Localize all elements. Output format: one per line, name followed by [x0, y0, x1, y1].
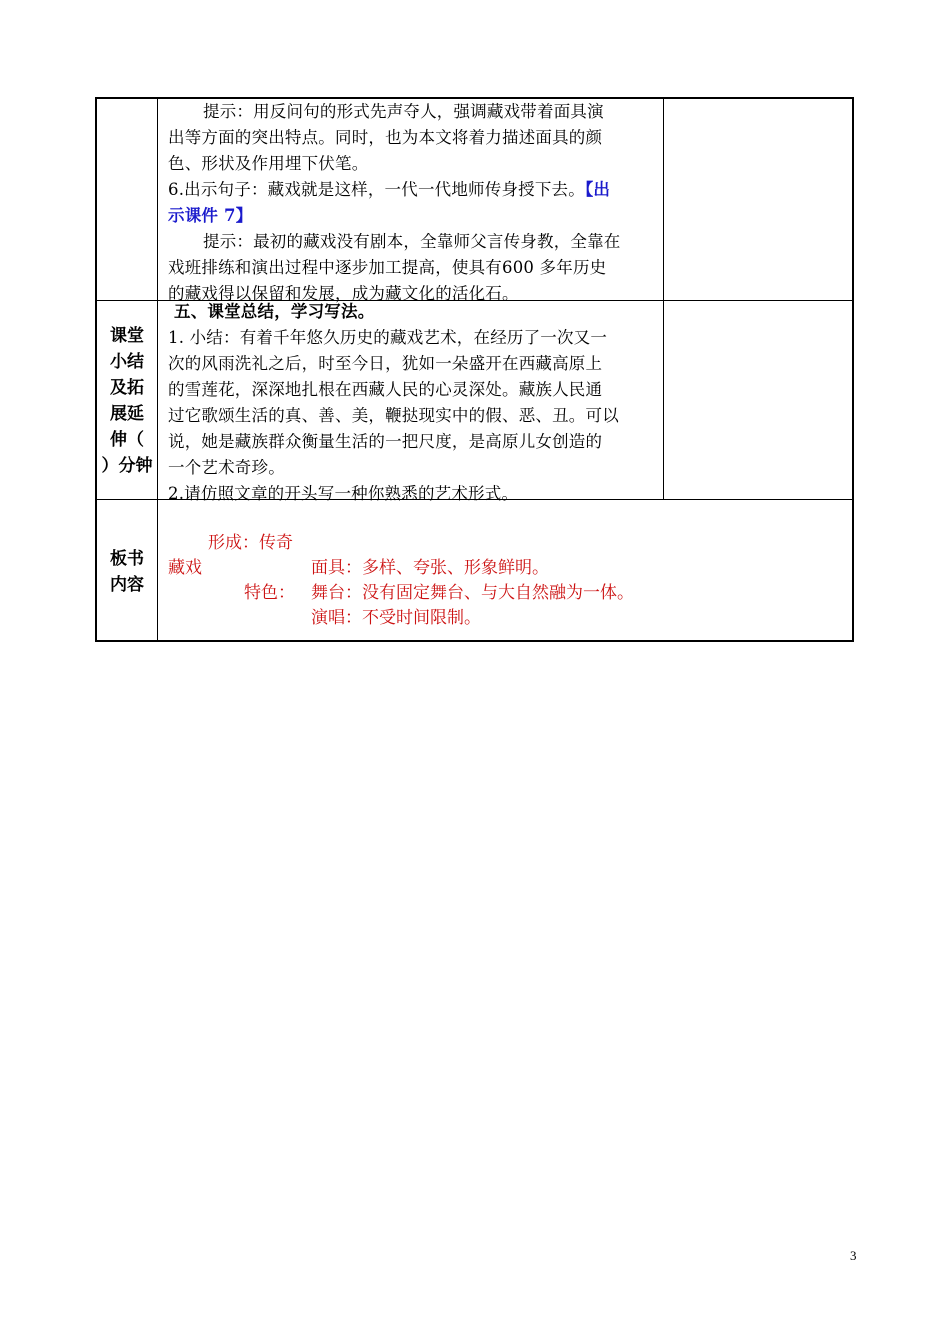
- sentence-line: [168, 177, 661, 203]
- label-line: ）分钟: [101, 456, 153, 476]
- label-line: 课堂: [110, 326, 144, 346]
- label-line: 展延: [110, 404, 144, 424]
- summary-text-line: 次的风雨洗礼之后，时至今日，犹如一朵盛开在西藏高原上: [168, 354, 603, 373]
- sentence-text: 6.出示句子：藏戏就是这样，一代一代地师传身授下去。: [168, 180, 585, 199]
- summary-text-line: 说，她是藏族群众衡量生活的一把尺度，是高原儿女创造的: [168, 432, 603, 451]
- hint-text-line: 戏班排练和演出过程中逐步加工提高，使具有600 多年历史: [168, 258, 607, 277]
- label-line: 板书: [110, 549, 144, 569]
- board-mask: 面具：多样、夸张、形象鲜明。: [311, 558, 549, 578]
- summary-text-line: 1. 小结：有着千年悠久历史的藏戏艺术，在经历了一次又一: [168, 328, 608, 347]
- notes-cell-empty: [664, 301, 852, 499]
- summary-content-cell: [158, 299, 663, 503]
- board-singing: 演唱：不受时间限制。: [311, 608, 481, 628]
- table-row-hints: [97, 99, 852, 301]
- board-feature-label: 特色：: [244, 583, 295, 603]
- lesson-plan-table: [95, 97, 854, 642]
- hint-text-line: 的藏戏得以保留和发展，成为藏文化的活化石。: [168, 284, 519, 303]
- label-line: 内容: [110, 575, 144, 595]
- hint-text-line: 提示：用反问句的形式先声夺人，强调藏戏带着面具演: [203, 102, 604, 121]
- label-line: 及拓: [110, 378, 144, 398]
- hint-text-line: 提示：最初的藏戏没有剧本，全靠师父言传身教，全靠在: [203, 232, 621, 251]
- courseware-link-continued: 示课件 7】: [168, 206, 253, 225]
- label-line: 伸（: [110, 430, 144, 450]
- summary-text-line: 过它歌颂生活的真、善、美，鞭挞现实中的假、恶、丑。可以: [168, 406, 619, 425]
- board-stage: 舞台：没有固定舞台、与大自然融为一体。: [311, 583, 634, 603]
- board-formation: 形成：传奇: [208, 533, 293, 553]
- row-label-cell-empty: [97, 99, 157, 300]
- table-row-blackboard: [97, 500, 852, 642]
- table-row-summary: [97, 301, 852, 503]
- courseware-link: 【出: [584, 180, 611, 199]
- summary-text-line: 2.请仿照文章的开头写一种你熟悉的艺术形式。: [168, 484, 519, 503]
- section-heading: 五、课堂总结，学习写法。: [174, 302, 375, 321]
- blackboard-row-label: [97, 546, 157, 598]
- board-root: 藏戏: [168, 558, 202, 578]
- hint-text-line: 色、形状及作用埋下伏笔。: [168, 154, 369, 173]
- hints-content-cell: [158, 99, 663, 303]
- summary-row-label: [97, 323, 157, 479]
- notes-cell-empty: [664, 99, 852, 300]
- blackboard-content-cell: [158, 500, 852, 642]
- hint-text-line: 出等方面的突出特点。同时，也为本文将着力描述面具的颜: [168, 128, 603, 147]
- summary-text-line: 的雪莲花，深深地扎根在西藏人民的心灵深处。藏族人民通: [168, 380, 603, 399]
- summary-text-line: 一个艺术奇珍。: [168, 458, 285, 477]
- page-number: 3: [850, 1248, 857, 1263]
- label-line: 小结: [110, 352, 144, 372]
